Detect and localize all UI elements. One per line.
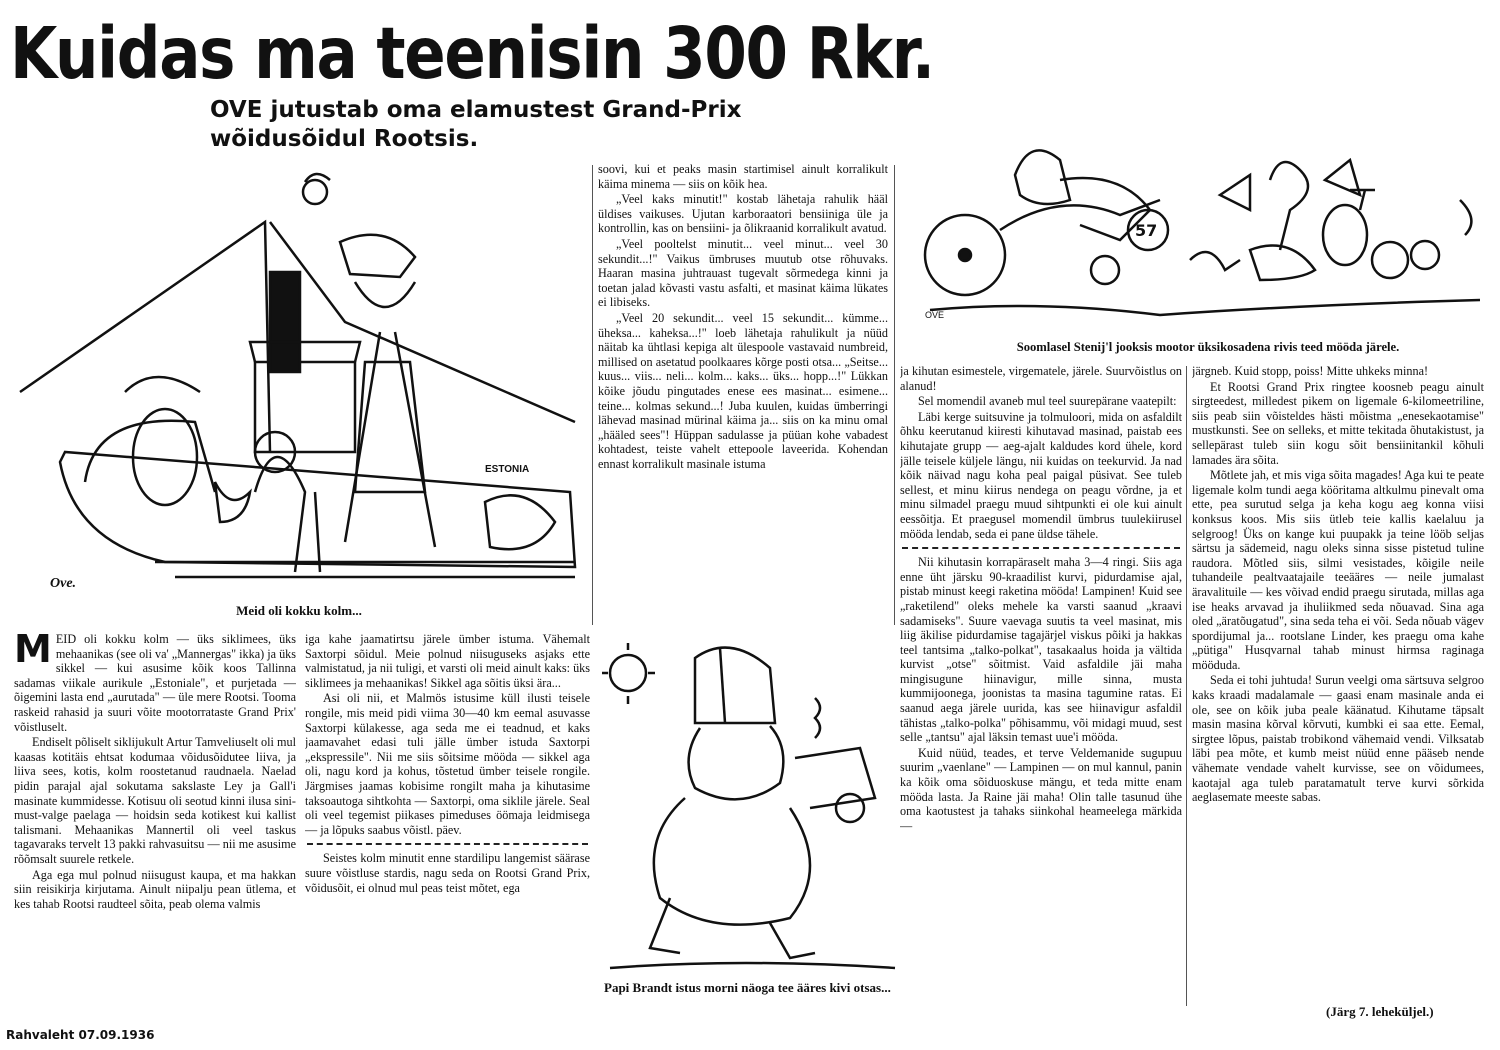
article-paragraph: „Veel kaks minutit!" kostab lähetaja rahulik hääl üldises vaikuses. Ujutan karboraatori bensiiniga üle ja kontrollin, kas on bensiini- ja õlikraanid korralikult avatud.	[598, 192, 888, 236]
article-paragraph: Aga ega mul polnud niisugust kaupa, et ma hakkan siin reisikirja kirjutama. Ainult niipalju pean ütlema, et kes tahab Rootsi raudteel sõita, peab olema valmis	[14, 867, 296, 911]
article-paragraph: Kuid nüüd, teades, et terve Veldemanide sugupuu suurim „vaenlane" — Lampinen — on mul kannul, panin ka kõik oma sõiduoskuse mängu, et teda mitte enam mööda lasta. Ja Raine jäi maha! Olin talle tasunud ühe oma kaotustest ja tahaks siinkohal heameelega märkida —	[900, 745, 1182, 833]
article-paragraph: Läbi kerge suitsuvine ja tolmuloori, mida on asfaldilt õhku keerutanud kiiresti kihutavad masinad, paistab ees kihutajate grupp — aeg-ajalt kaldudes kord ühele, kord jälle teisele küljele längu, nii kuidas on teekurvid. Ja nad kõik näivad nagu koha peal paigal püsivat. See tuleb sellest, et minu kiirus nendega on peagu võrdne, ja et minu silmadel praegu muud sihtpunkti ei ole kui ainult eessõitja. Et praegusel momendil ümbrus tuulekiirusel mööda lendab, seda ei pane üldse tähele.	[900, 409, 1182, 541]
continuation-note: (Järg 7. leheküljel.)	[1326, 1004, 1434, 1019]
article-paragraph: soovi, kui et peaks masin startimisel ainult korralikult käima minema — siis on kõik hea.	[598, 162, 888, 191]
article-paragraph: „Veel pooltelst minutit... veel minut... veel 30 sekundit...!" Vaikus ümbruses muutub otse rõhuvaks. Haaran masina juhtrauast tugevalt sõrmedega kinni ja toetan jalad kõvasti vastu asfalti, et masinat käima lükates ei libiseks.	[598, 236, 888, 310]
article-paragraph: Nii kihutasin korrapäraselt maha 3—4 ringi. Siis aga enne üht järsku 90-kraadilist kurvi, pidurdamise ajal, pistab minust keegi raketina mööda! Lampinen! Kuid see „raketilend" oleks mehele ka varsti saanud „kraavi sadamiseks". Suure vaevaga suutis ta veel masinat, mis liig äkilise pidurdamise tagajärjel viskus põiki ja hakkas teel tantsima „talko-polkat", tasakaalus hoida ja vältida kurvist „otse" sõitmist. Vaid asfaldile jäi maha mingisugune hiinavigur, mille sinna, musta kummijoonega, joonistas ta masina tagumine ratas. Ei saanud aega järele uurida, kas see hiinavigur asfaldil tähistas „talko-polka" põhisammu, või midagi muud, sest selle „tantsu" ajal läksin temast uue'i mööda.	[900, 555, 1182, 745]
article-paragraph: Seda ei tohi juhtuda! Surun veelgi oma särtsuva selgroo kaks kraadi madalamale — gaasi enam masinale anda ei ole, see on kõik juba peale käänatud. Kihutame täpsalt masin masina kõrval kõrvuti, kumbki ei saa ette. Eemal, sirgtee lõpus, paistab trobikond vähemaid vendi. Vilksatab läbi pea mõte, et kumb meist nüüd enne pääseb nende vähemate vendade vahelt kurvisse, see on võidumees, kaotajal aga tuleb paratamatult terve kurvi sõrkida aeglasemate meeste sabas.	[1192, 673, 1484, 805]
rider-caption: Papi Brandt istus morni näoga tee ääres kivi otsas...	[604, 980, 891, 995]
article-paragraph: ja kihutan esimestele, virgematele, järele. Suurvõistlus on alanud!	[900, 364, 1182, 393]
article-paragraph: iga kahe jaamatirtsu järele ümber istuma. Vähemalt Saxtorpi sõidul. Meie polnud niisuguseks asjaks ette valmistatud, ja nii tuligi, et varsti oli meid ainult kaks: üks siklimees ja mehaanikas! Sikkel aga sõitis üksi ära...	[305, 632, 590, 690]
article-paragraph: Sel momendil avaneb mul teel suurepärane vaatepilt:	[918, 394, 1177, 409]
article-paragraph: Asi oli nii, et Malmös istusime küll ilusti teisele rongile, mis meid pidi viima 30—40 km eemal asuvasse Saxtorpi külakesse, aga seda me ei teadnud, et kaks jaamavahet edasi tuli jälle ümber istuda Saxtorpi „ekspressile". Nii me siis sõitsime mööda — sikkel aga oli, nagu kord ja kohus, tõstetud ümber teisele rongile. Järgmises jaamas kobisime rongilt maha ja kihutasime taksoautoga sihtkohta — Saxtorpi, oma siklile järele. Seal oli veel tegemist piikases pimeduses öömaja leidmisega — ja lõpuks saabus võistl. päev.	[305, 691, 590, 837]
rider-illustration	[600, 638, 900, 973]
motorcycle-signature: OVE	[925, 310, 945, 320]
drop-cap: M	[14, 632, 52, 671]
article-column-3	[598, 162, 888, 632]
article-column-2	[305, 632, 590, 1024]
column-rule	[592, 165, 593, 625]
helmet-stripe	[720, 648, 725, 723]
subheadline: OVE jutustab oma elamustest Grand-Prix wõidusõidul Rootsis.	[210, 97, 742, 152]
article-column-5	[1192, 364, 1484, 998]
ship-name-label: ESTONIA	[485, 464, 530, 475]
race-number: 57	[1135, 221, 1158, 240]
column-rule	[894, 165, 895, 625]
section-separator	[307, 843, 588, 845]
motorcycle-caption: Soomlasel Steniј'l jooksis mootor üksikosadena rivis teed mööda järele.	[1016, 340, 1400, 354]
article-paragraph: Et Rootsi Grand Prix ringtee koosneb peagu ainult sirgteedest, milledest pikem on ligemale 6-kilomeetriline, siis peab siin võisteldes hästi mõistma „enesekaotamise" mustkunsti. See on selleks, et mitte tekitada õhutakistust, ja sellepärast tuleb siin kogu sõit bensiinitankil kõhuli lamades ära sõita.	[1192, 379, 1484, 467]
article-column-4	[900, 364, 1182, 1012]
article-paragraph: „Veel 20 sekundit... veel 15 sekundit... kümme... üheksa... kaheksa...!" loeb lähetaja rahulikult ja nüüd näitab ka ühtlasi kepiga alt ülespoole vastavaid numbreid, millised on asetatud poolkaares kõrge posti otsa... „Seitse... kuus... viis... neli... kolm... kaks... üks... hopp...!" Lükkan kõike jõudu pingutades enese ees masinat... esimene... teine... kolmas sekund...! Juba kuulen, kuidas ümberringi lähevad masinad mürinal käima ja... siis on ka minu omal „hääled sees"! Hüppan sadulasse ja püüan kohe vabadest kohtadest, teiste vahelt ettepoole laveerida. Kohendan ennast korralikult masinale istuma	[598, 310, 888, 471]
source-footer: Rahvaleht 07.09.1936	[6, 1028, 155, 1042]
article-column-1	[14, 632, 296, 1024]
article-paragraph: järgneb. Kuid stopp, poiss! Mitte uhkeks minna!	[1192, 364, 1429, 378]
article-paragraph: Seistes kolm minutit enne stardilipu langemist säärase suure võistluse stardis, nagu seda on Rootsi Grand Prix, võidusõit, ei olnud mul peas teist mõtet, ega	[305, 851, 590, 895]
section-separator	[902, 547, 1180, 549]
motorcycle-illustration	[920, 140, 1492, 325]
ship-signature: Ove.	[50, 576, 77, 591]
column-rule	[1186, 366, 1187, 1006]
article-paragraph: Endiselt põliselt siklijukult Artur Tamveliuselt oli mul kaasas kotitäis ehtsat kodumaa võidusõidutee liiva, ja liiva sees, kotis, kolm roostetanud raudnaela. Naelad pidin parajal ajal sokutama sakslaste Ley ja Gall'i masinate kummidesse. Kotisuu oli seotud kinni ilusa sini-must-valge paelaga — hoidsin seda kotikest kui kallist talismani. Mehaanikas Mannertil oli veel taskus tagavaraks tervelt 13 pakki rahvasuitsu — nii me asusime rõõmsalt suurele retkele.	[14, 735, 296, 866]
article-paragraph: MEID oli kokku kolm — üks siklimees, üks mehaanikas (see oli va' „Mannergas" ikka) ja üks sikkel — kui asusime kõik koos Tallinna sadamas viikale aurikule „Estoniale", et purjetada — õigemini lasta end „aurutada" — üle mere Rootsi. Tooma raskeid rahasid ja suuri võite mootorrataste Grand Prix' võistluselt.	[14, 632, 296, 734]
headline: Kuidas ma teenisin 300 Rkr.	[10, 12, 934, 95]
ship-caption: Meid oli kokku kolm...	[236, 603, 362, 618]
ship-illustration	[15, 162, 583, 594]
article-paragraph: Mõtlete jah, et mis viga sõita magades! Aga kui te peate ligemale kolm tundi aega kööritama altkulmu pinevalt oma ette, pea surutud selga ja keha kogu aeg konna viisi konksus koos. Mis siis ütleb teie kallis kaelaluu ja selgroog! Üks on kange kui puupakk ja teine lööb seljas särtsu ja sädemeid, nagu oleks sinna sisse pistetud tuline raudora. Mõtled siis, silmi vesistades, kõigile neile tuhandeile pealtvaatajaile teeääres — neile jumalast äravalituile — kes võivad endid praegu sirutada, millas aga ise heaks arvavad ja ihuliikmed seda nõuavad. Sina aga oled „äratõugatud", sina seda teha ei või. Seda nõuab vägev spordijumal ja... rootslane Linder, kes praegu oma kahe „pütiga" Husqvarnal tahab minust hirmsa raginaga mööduda.	[1192, 468, 1484, 672]
